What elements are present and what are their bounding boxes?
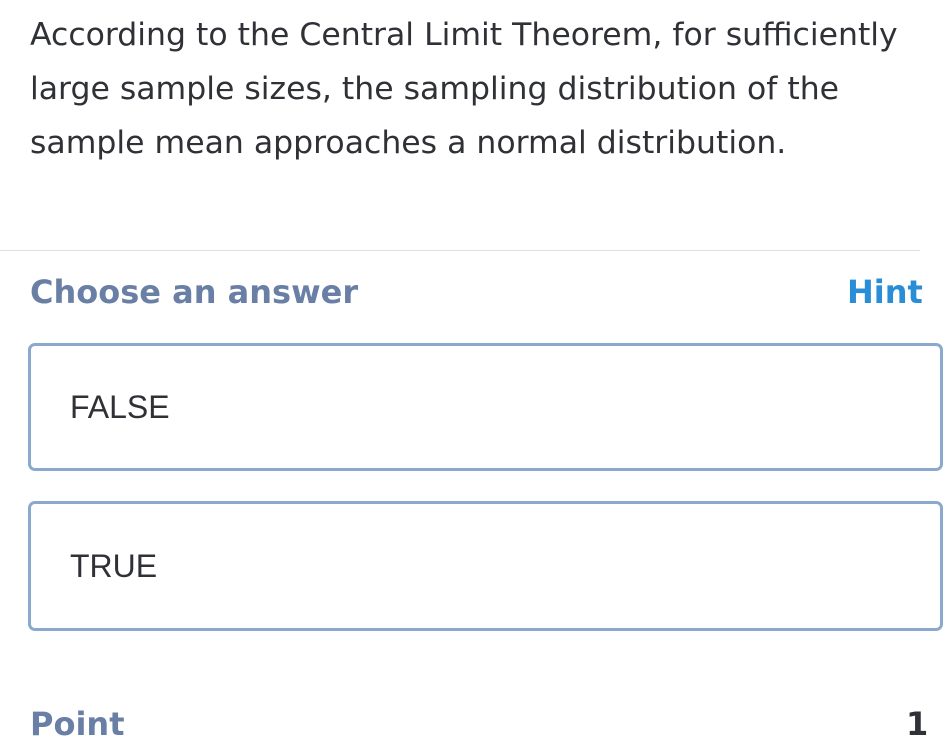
answer-choice-label: TRUE: [70, 547, 158, 584]
question-text: [30, 8, 950, 170]
question-line-1: According to the Central Limit Theorem, for sufficiently: [30, 17, 898, 53]
answer-choice-label: FALSE: [70, 388, 170, 425]
points-value: 1: [906, 705, 929, 743]
hint-button[interactable]: Hint: [847, 273, 923, 311]
section-divider: [0, 250, 920, 251]
choose-answer-heading: Choose an answer: [30, 273, 359, 311]
answer-choice-false[interactable]: [28, 343, 943, 471]
question-line-3: sample mean approaches a normal distribution.: [30, 125, 787, 161]
answer-choice-true[interactable]: [28, 501, 943, 631]
points-row: [30, 702, 930, 743]
question-line-2: large sample sizes, the sampling distribution of the: [30, 71, 840, 107]
points-label: Point: [30, 705, 125, 743]
